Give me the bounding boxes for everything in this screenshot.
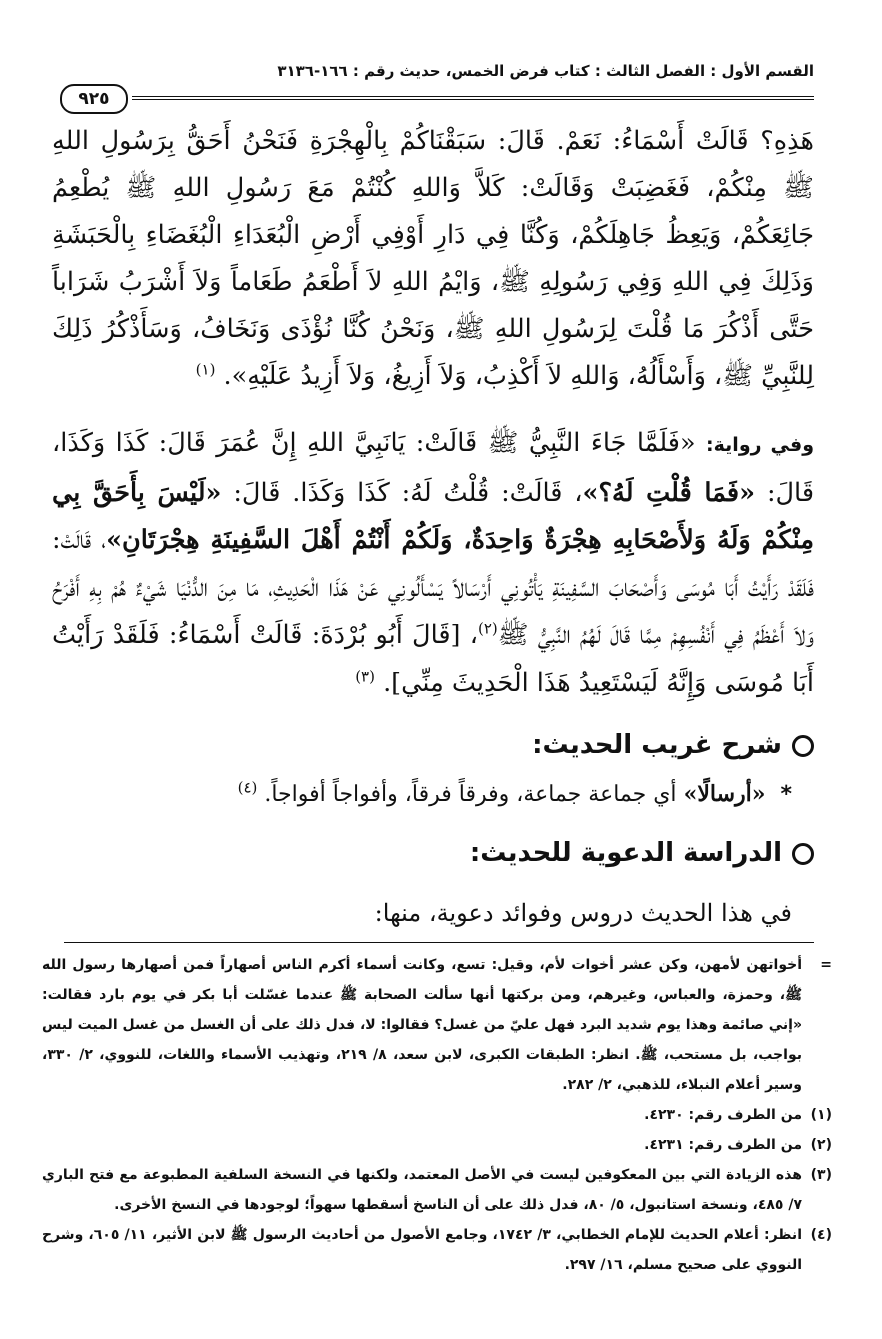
footnote-ref-4: (٤) [237,778,258,797]
star-bullet: * [780,782,792,807]
footnote-marker: (٣) [810,1167,832,1183]
footnote-marker: (١) [810,1107,832,1123]
header-rule [132,96,814,100]
heading-gharib [52,725,814,765]
circle-bullet-icon [792,843,814,865]
gloss-term: «أرسالًا» [683,781,766,807]
footnote-item [42,1130,832,1160]
riwaya-lead: وفي رواية: [706,434,815,456]
circle-bullet-icon [792,735,814,757]
prophet-quote-1: «فَمَا قُلْتِ لَهُ؟» [582,477,756,508]
footnote-item [42,1220,832,1280]
footnotes [42,950,832,1280]
footnote-marker: (٤) [810,1227,832,1243]
footnote-item [42,1160,832,1220]
riwaya-part-2: ، قَالَتْ: قُلْتُ لَهُ: كَذَا وَكَذَا. قَالَ: [233,477,583,508]
footnote-text: هذه الزيادة التي بين المعكوفين ليست في الأصل المعتمد، ولكنها في النسخة السلفية المطبوعة مع فتح الباري ٧/ ٤٨٥، ونسخة استانبول، ٥/ ٨٠، فدل ذلك على أن الناسخ أسقطها سهواً؛ لوجودها في النسخ الأخرى. [42,1167,802,1213]
heading-dawa-title: الدراسة الدعوية للحديث: [469,838,782,868]
footnote-marker: (٢) [810,1137,832,1153]
footnote-marker: = [820,957,832,973]
footnote-text: من الطرف رقم: ٤٢٣٠. [644,1107,802,1123]
footnote-ref-3: (٣) [355,667,375,685]
page-number: ٩٢٥ [60,84,128,114]
heading-dawa [52,833,814,873]
hadith-body: هَذِهِ؟ قَالَتْ أَسْمَاءُ: نَعَمْ. قَالَ: سَبَقْنَاكُمْ بِالْهِجْرَةِ فَنَحْنُ أَحَقُّ بِرَسُولِ اللهِ ﷺ مِنْكُمْ، فَغَضِبَتْ وَقَالَتْ: كَلاَّ وَاللهِ كُنْتُمْ مَعَ رَسُولِ اللهِ ﷺ يُطْعِمُ جَائِعَكُمْ، وَيَعِظُ جَاهِلَكُمْ، وَكُنَّا فِي دَارِ أَوْفِي أَرْضِ الْبُعَدَاءِ الْبُغَضَاءِ بِالْحَبَشَةِ وَذَلِكَ فِي اللهِ وَفِي رَسُولِهِ ﷺ، وَايْمُ اللهِ لاَ أَطْعَمُ طَعَاماً وَلاَ أَشْرَبُ شَرَاباً حَتَّى أَذْكُرَ مَا قُلْتَ لِرَسُولِ اللهِ ﷺ، وَنَحْنُ كُنَّا نُؤْذَى وَنَخَافُ، وَسَأَذْكُرُ ذَلِكَ لِلنَّبِيِّ ﷺ، وَأَسْأَلُهُ، وَاللهِ لاَ أَكْذِبُ، وَلاَ أَزِيغُ، وَلاَ أَزِيدُ عَلَيْهِ». [52,126,814,391]
dawa-intro: في هذا الحديث دروس وفوائد دعوية، منها: [374,899,792,927]
gloss-entry [52,776,792,813]
footnote-text: انظر: أعلام الحديث للإمام الخطابي، ٣/ ١٧٤٢، وجامع الأصول من أحاديث الرسول ﷺ لابن الأثير، ١١/ ٦٠٥، وشرح النووي على صحيح مسلم، ١٦/ ٢٩٧. [42,1227,802,1273]
footnote-ref-2: (٢) [477,619,498,638]
riwaya-text [52,420,814,707]
footnote-item [42,1100,832,1130]
riwaya-part-4: ، [قَالَ أَبُو بُرْدَةَ: قَالَتْ أَسْمَاءُ: فَلَقَدْ رَأَيْتُ أَبَا مُوسَى وَإِنَّهُ لَيَسْتَعِيدُ هَذَا الْحَدِيثَ مِنِّي]. [52,620,814,698]
heading-gharib-title: شرح غريب الحديث: [532,730,782,760]
footnote-text: من الطرف رقم: ٤٢٣١. [644,1137,802,1153]
running-title: القسم الأول : الفصل الثالث : كتاب فرض الخمس، حديث رقم : ١٦٦-٣١٣٦ [277,62,814,80]
riwaya-part-3: ، قَالَتْ: فَلَقَدْ رَأَيْتُ أَبَا مُوسَى وَأَصْحَابَ السَّفِينَةِ يَأْتُونِي أَرْسَالاً يَسْأَلُونِي عَنْ هَذَا الْحَدِيثِ، مَا مِنَ الدُّنْيَا شَيْءٌ هُمْ بِهِ أَفْرَحُ وَلاَ أَعْظَمُ فِي أَنْفُسِهِمْ مِمَّا قَالَ لَهُمُ النَّبِيُّ ﷺ [52,525,815,650]
footnote-rule [64,942,814,943]
footnote-item [42,950,832,1100]
footnote-text: أخواتهن لأمهن، وكن عشر أخوات لأم، وقيل: تسع، وكانت أسماء أكرم الناس أصهاراً فمن أصهارها رسول الله ﷺ، وحمزة، والعباس، وغيرهم، ومن بركتها أنها سألت الصحابة ﷺ عندما غسّلت أبا بكر في يوم بارد فقالت: «إني صائمة وهذا يوم شديد البرد فهل عليّ من غسل؟ فقالوا: لا، فدل ذلك على أن الغسل من غسل الميت ليس بواجب، بل مستحب، ﷺ. انظر: الطبقات الكبرى، لابن سعد، ٨/ ٢١٩، وتهذيب الأسماء واللغات، للنووي، ٢/ ٣٣٠، وسير أعلام النبلاء، للذهبي، ٢/ ٢٨٢. [42,957,802,1093]
footnote-ref-1: (١) [195,360,216,379]
hadith-text [52,118,814,400]
prophet-quote-2: «لَيْسَ بِأَحَقَّ بِي مِنْكُمْ وَلَهُ وَلأَصْحَابِهِ هِجْرَةٌ وَاحِدَةٌ، وَلَكُمْ أَنْتُمْ أَهْلَ السَّفِينَةِ هِجْرَتَانِ» [52,477,814,555]
gloss-definition: أي جماعة جماعة، وفرقاً فرقاً، وأفواجاً أفواجاً. [264,782,677,807]
riwaya-part-1: «فَلَمَّا جَاءَ النَّبِيُّ ﷺ قَالَتْ: يَانَبِيَّ اللهِ إِنَّ عُمَرَ قَالَ: كَذَا وَكَذَا، قَالَ: [52,428,815,508]
